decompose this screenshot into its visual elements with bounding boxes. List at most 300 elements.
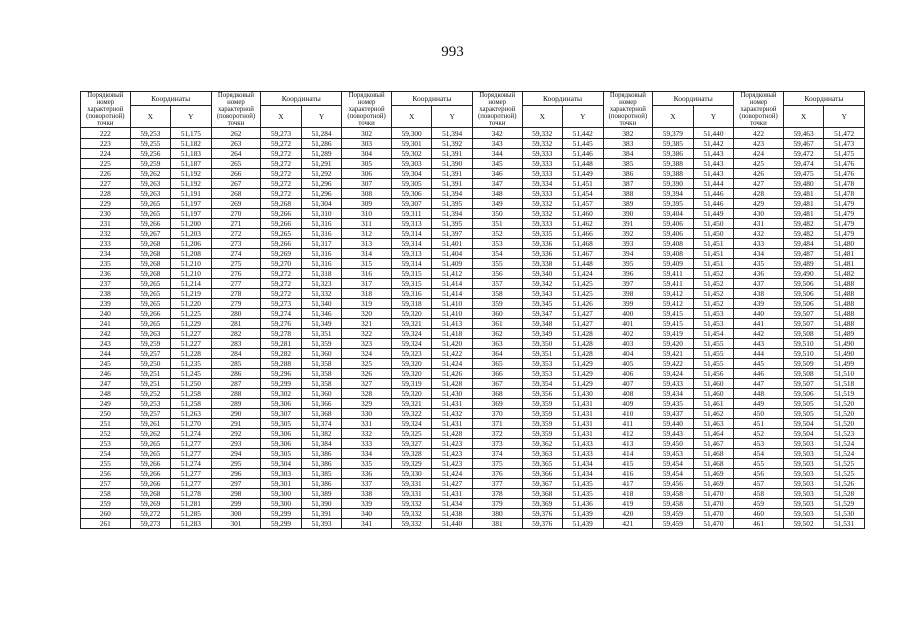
y-coordinate-cell: 51,480 bbox=[824, 239, 865, 249]
y-coordinate-cell: 51,430 bbox=[563, 389, 604, 399]
x-coordinate-cell: 59,302 bbox=[261, 389, 302, 399]
x-coordinate-cell: 59,272 bbox=[261, 179, 302, 189]
point-number-cell: 311 bbox=[342, 219, 392, 229]
point-number-cell: 444 bbox=[734, 349, 784, 359]
x-coordinate-cell: 59,433 bbox=[653, 379, 694, 389]
point-number-cell: 455 bbox=[734, 459, 784, 469]
point-number-cell: 321 bbox=[342, 319, 392, 329]
y-coordinate-cell: 51,424 bbox=[432, 359, 473, 369]
point-number-cell: 310 bbox=[342, 209, 392, 219]
y-coordinate-cell: 51,182 bbox=[171, 139, 212, 149]
x-coordinate-cell: 59,288 bbox=[261, 359, 302, 369]
x-coordinate-cell: 59,331 bbox=[391, 479, 432, 489]
coordinates-header: Координаты bbox=[130, 92, 211, 106]
y-coordinate-cell: 51,291 bbox=[301, 159, 342, 169]
y-coordinate-cell: 51,281 bbox=[171, 499, 212, 509]
x-coordinate-cell: 59,268 bbox=[130, 239, 171, 249]
y-header: Y bbox=[432, 106, 473, 128]
coordinates-header: Координаты bbox=[653, 92, 734, 106]
y-coordinate-cell: 51,431 bbox=[563, 429, 604, 439]
point-number-cell: 255 bbox=[81, 459, 131, 469]
point-number-cell: 309 bbox=[342, 199, 392, 209]
point-number-cell: 327 bbox=[342, 379, 392, 389]
x-coordinate-cell: 59,412 bbox=[653, 289, 694, 299]
x-coordinate-cell: 59,265 bbox=[130, 439, 171, 449]
x-coordinate-cell: 59,459 bbox=[653, 509, 694, 519]
x-coordinate-cell: 59,340 bbox=[522, 269, 563, 279]
point-number-cell: 316 bbox=[342, 269, 392, 279]
y-coordinate-cell: 51,227 bbox=[171, 329, 212, 339]
point-number-cell: 289 bbox=[211, 399, 261, 409]
x-coordinate-cell: 59,265 bbox=[130, 449, 171, 459]
y-coordinate-cell: 51,200 bbox=[171, 219, 212, 229]
x-coordinate-cell: 59,333 bbox=[522, 169, 563, 179]
point-number-cell: 442 bbox=[734, 329, 784, 339]
point-number-cell: 461 bbox=[734, 519, 784, 529]
y-coordinate-cell: 51,317 bbox=[301, 239, 342, 249]
point-number-cell: 238 bbox=[81, 289, 131, 299]
x-coordinate-cell: 59,419 bbox=[653, 329, 694, 339]
x-coordinate-cell: 59,259 bbox=[130, 339, 171, 349]
y-coordinate-cell: 51,440 bbox=[693, 128, 734, 139]
y-coordinate-cell: 51,431 bbox=[432, 489, 473, 499]
y-coordinate-cell: 51,285 bbox=[171, 509, 212, 519]
x-coordinate-cell: 59,265 bbox=[130, 209, 171, 219]
y-coordinate-cell: 51,446 bbox=[563, 149, 604, 159]
point-number-cell: 234 bbox=[81, 249, 131, 259]
point-number-cell: 307 bbox=[342, 179, 392, 189]
x-coordinate-cell: 59,263 bbox=[130, 179, 171, 189]
x-coordinate-cell: 59,256 bbox=[130, 149, 171, 159]
point-number-cell: 250 bbox=[81, 409, 131, 419]
x-coordinate-cell: 59,509 bbox=[783, 359, 824, 369]
x-coordinate-cell: 59,458 bbox=[653, 499, 694, 509]
point-number-cell: 437 bbox=[734, 279, 784, 289]
x-coordinate-cell: 59,321 bbox=[391, 399, 432, 409]
table-row bbox=[81, 399, 865, 409]
point-number-cell: 368 bbox=[472, 389, 522, 399]
y-coordinate-cell: 51,528 bbox=[824, 489, 865, 499]
point-number-cell: 378 bbox=[472, 489, 522, 499]
x-coordinate-cell: 59,268 bbox=[130, 269, 171, 279]
y-coordinate-cell: 51,526 bbox=[824, 479, 865, 489]
x-coordinate-cell: 59,406 bbox=[653, 219, 694, 229]
point-number-cell: 277 bbox=[211, 279, 261, 289]
x-coordinate-cell: 59,300 bbox=[261, 499, 302, 509]
x-coordinate-cell: 59,266 bbox=[130, 219, 171, 229]
point-number-cell: 388 bbox=[603, 189, 653, 199]
point-number-cell: 299 bbox=[211, 499, 261, 509]
point-number-cell: 276 bbox=[211, 269, 261, 279]
x-coordinate-cell: 59,265 bbox=[130, 319, 171, 329]
y-coordinate-cell: 51,520 bbox=[824, 409, 865, 419]
y-coordinate-cell: 51,385 bbox=[301, 469, 342, 479]
point-number-cell: 440 bbox=[734, 309, 784, 319]
x-coordinate-cell: 59,261 bbox=[130, 419, 171, 429]
x-coordinate-cell: 59,332 bbox=[391, 519, 432, 529]
table-row bbox=[81, 519, 865, 529]
point-number-cell: 447 bbox=[734, 379, 784, 389]
x-coordinate-cell: 59,335 bbox=[522, 229, 563, 239]
y-coordinate-cell: 51,453 bbox=[693, 309, 734, 319]
point-number-cell: 302 bbox=[342, 128, 392, 139]
y-coordinate-cell: 51,360 bbox=[301, 389, 342, 399]
point-number-cell: 303 bbox=[342, 139, 392, 149]
x-coordinate-cell: 59,487 bbox=[783, 249, 824, 259]
x-coordinate-cell: 59,489 bbox=[783, 259, 824, 269]
point-number-cell: 352 bbox=[472, 229, 522, 239]
x-coordinate-cell: 59,316 bbox=[391, 289, 432, 299]
point-number-cell: 402 bbox=[603, 329, 653, 339]
y-coordinate-cell: 51,274 bbox=[171, 459, 212, 469]
y-coordinate-cell: 51,277 bbox=[171, 479, 212, 489]
point-number-cell: 271 bbox=[211, 219, 261, 229]
y-coordinate-cell: 51,197 bbox=[171, 209, 212, 219]
y-coordinate-cell: 51,440 bbox=[432, 519, 473, 529]
x-coordinate-cell: 59,262 bbox=[130, 429, 171, 439]
point-number-cell: 375 bbox=[472, 459, 522, 469]
point-number-cell: 261 bbox=[81, 519, 131, 529]
table-row bbox=[81, 389, 865, 399]
y-coordinate-cell: 51,452 bbox=[693, 289, 734, 299]
y-header: Y bbox=[301, 106, 342, 128]
y-coordinate-cell: 51,332 bbox=[301, 289, 342, 299]
point-number-cell: 383 bbox=[603, 139, 653, 149]
y-coordinate-cell: 51,530 bbox=[824, 509, 865, 519]
x-coordinate-cell: 59,435 bbox=[653, 399, 694, 409]
x-coordinate-cell: 59,331 bbox=[391, 489, 432, 499]
point-number-cell: 423 bbox=[734, 139, 784, 149]
y-coordinate-cell: 51,475 bbox=[824, 149, 865, 159]
y-coordinate-cell: 51,208 bbox=[171, 249, 212, 259]
x-coordinate-cell: 59,475 bbox=[783, 169, 824, 179]
y-coordinate-cell: 51,454 bbox=[693, 329, 734, 339]
coordinates-header: Координаты bbox=[522, 92, 603, 106]
x-coordinate-cell: 59,251 bbox=[130, 379, 171, 389]
x-coordinate-cell: 59,454 bbox=[653, 469, 694, 479]
x-coordinate-cell: 59,376 bbox=[522, 509, 563, 519]
x-coordinate-cell: 59,503 bbox=[783, 499, 824, 509]
y-coordinate-cell: 51,435 bbox=[563, 489, 604, 499]
point-number-cell: 451 bbox=[734, 419, 784, 429]
point-number-cell: 357 bbox=[472, 279, 522, 289]
y-coordinate-cell: 51,490 bbox=[824, 339, 865, 349]
x-coordinate-cell: 59,367 bbox=[522, 479, 563, 489]
x-coordinate-cell: 59,304 bbox=[391, 169, 432, 179]
y-coordinate-cell: 51,479 bbox=[824, 199, 865, 209]
x-coordinate-cell: 59,252 bbox=[130, 389, 171, 399]
point-number-cell: 428 bbox=[734, 189, 784, 199]
x-coordinate-cell: 59,272 bbox=[130, 509, 171, 519]
point-number-cell: 228 bbox=[81, 189, 131, 199]
x-coordinate-cell: 59,505 bbox=[783, 409, 824, 419]
y-coordinate-cell: 51,446 bbox=[693, 199, 734, 209]
y-coordinate-cell: 51,426 bbox=[563, 299, 604, 309]
x-coordinate-cell: 59,481 bbox=[783, 209, 824, 219]
x-coordinate-cell: 59,434 bbox=[653, 389, 694, 399]
point-number-header: Порядковый номер характерной (поворотной) точки bbox=[342, 92, 392, 128]
point-number-cell: 279 bbox=[211, 299, 261, 309]
x-coordinate-cell: 59,321 bbox=[391, 319, 432, 329]
y-coordinate-cell: 51,277 bbox=[171, 449, 212, 459]
x-coordinate-cell: 59,273 bbox=[261, 128, 302, 139]
point-number-cell: 325 bbox=[342, 359, 392, 369]
point-number-cell: 239 bbox=[81, 299, 131, 309]
y-coordinate-cell: 51,384 bbox=[301, 439, 342, 449]
point-number-cell: 335 bbox=[342, 459, 392, 469]
x-coordinate-cell: 59,482 bbox=[783, 219, 824, 229]
y-coordinate-cell: 51,443 bbox=[693, 159, 734, 169]
point-number-cell: 345 bbox=[472, 159, 522, 169]
x-coordinate-cell: 59,268 bbox=[130, 259, 171, 269]
point-number-cell: 243 bbox=[81, 339, 131, 349]
point-number-cell: 427 bbox=[734, 179, 784, 189]
point-number-cell: 332 bbox=[342, 429, 392, 439]
x-coordinate-cell: 59,320 bbox=[391, 309, 432, 319]
y-coordinate-cell: 51,433 bbox=[563, 449, 604, 459]
y-coordinate-cell: 51,296 bbox=[301, 189, 342, 199]
y-coordinate-cell: 51,386 bbox=[301, 459, 342, 469]
x-coordinate-cell: 59,302 bbox=[391, 149, 432, 159]
y-coordinate-cell: 51,463 bbox=[693, 419, 734, 429]
point-number-cell: 413 bbox=[603, 439, 653, 449]
x-coordinate-cell: 59,362 bbox=[522, 439, 563, 449]
y-coordinate-cell: 51,488 bbox=[824, 309, 865, 319]
table-row bbox=[81, 429, 865, 439]
x-coordinate-cell: 59,388 bbox=[653, 159, 694, 169]
point-number-cell: 363 bbox=[472, 339, 522, 349]
x-coordinate-cell: 59,351 bbox=[522, 349, 563, 359]
y-coordinate-cell: 51,386 bbox=[301, 479, 342, 489]
table-row bbox=[81, 469, 865, 479]
y-coordinate-cell: 51,472 bbox=[824, 128, 865, 139]
point-number-cell: 248 bbox=[81, 389, 131, 399]
y-coordinate-cell: 51,250 bbox=[171, 379, 212, 389]
y-coordinate-cell: 51,245 bbox=[171, 369, 212, 379]
table-row bbox=[81, 349, 865, 359]
x-coordinate-cell: 59,268 bbox=[130, 249, 171, 259]
x-coordinate-cell: 59,266 bbox=[130, 479, 171, 489]
x-coordinate-cell: 59,324 bbox=[391, 339, 432, 349]
y-coordinate-cell: 51,461 bbox=[693, 399, 734, 409]
point-number-cell: 441 bbox=[734, 319, 784, 329]
y-coordinate-cell: 51,229 bbox=[171, 319, 212, 329]
point-number-cell: 246 bbox=[81, 369, 131, 379]
x-coordinate-cell: 59,363 bbox=[522, 449, 563, 459]
x-coordinate-cell: 59,336 bbox=[522, 249, 563, 259]
x-coordinate-cell: 59,324 bbox=[391, 329, 432, 339]
point-number-cell: 304 bbox=[342, 149, 392, 159]
point-number-cell: 391 bbox=[603, 219, 653, 229]
x-coordinate-cell: 59,315 bbox=[391, 269, 432, 279]
x-coordinate-cell: 59,253 bbox=[130, 399, 171, 409]
y-coordinate-cell: 51,431 bbox=[563, 399, 604, 409]
point-number-cell: 314 bbox=[342, 249, 392, 259]
table-row bbox=[81, 279, 865, 289]
y-coordinate-cell: 51,464 bbox=[693, 429, 734, 439]
x-coordinate-cell: 59,481 bbox=[783, 189, 824, 199]
y-coordinate-cell: 51,192 bbox=[171, 169, 212, 179]
y-coordinate-cell: 51,374 bbox=[301, 419, 342, 429]
x-coordinate-cell: 59,323 bbox=[391, 349, 432, 359]
x-coordinate-cell: 59,406 bbox=[653, 229, 694, 239]
x-coordinate-cell: 59,343 bbox=[522, 289, 563, 299]
x-coordinate-cell: 59,484 bbox=[783, 239, 824, 249]
x-coordinate-cell: 59,467 bbox=[783, 139, 824, 149]
point-number-cell: 227 bbox=[81, 179, 131, 189]
x-header: X bbox=[261, 106, 302, 128]
x-header: X bbox=[391, 106, 432, 128]
y-coordinate-cell: 51,286 bbox=[301, 139, 342, 149]
point-number-cell: 431 bbox=[734, 219, 784, 229]
y-coordinate-cell: 51,457 bbox=[563, 199, 604, 209]
x-coordinate-cell: 59,368 bbox=[522, 489, 563, 499]
y-coordinate-cell: 51,476 bbox=[824, 169, 865, 179]
x-coordinate-cell: 59,481 bbox=[783, 199, 824, 209]
y-coordinate-cell: 51,531 bbox=[824, 519, 865, 529]
y-coordinate-cell: 51,228 bbox=[171, 349, 212, 359]
y-coordinate-cell: 51,397 bbox=[432, 229, 473, 239]
x-coordinate-cell: 59,268 bbox=[130, 489, 171, 499]
y-coordinate-cell: 51,456 bbox=[693, 369, 734, 379]
point-number-cell: 396 bbox=[603, 269, 653, 279]
x-coordinate-cell: 59,333 bbox=[522, 189, 563, 199]
y-coordinate-cell: 51,481 bbox=[824, 249, 865, 259]
x-coordinate-cell: 59,324 bbox=[391, 419, 432, 429]
y-coordinate-cell: 51,214 bbox=[171, 279, 212, 289]
x-coordinate-cell: 59,359 bbox=[522, 429, 563, 439]
y-coordinate-cell: 51,391 bbox=[432, 169, 473, 179]
x-coordinate-cell: 59,265 bbox=[130, 279, 171, 289]
point-number-cell: 334 bbox=[342, 449, 392, 459]
point-number-cell: 360 bbox=[472, 309, 522, 319]
point-number-cell: 249 bbox=[81, 399, 131, 409]
x-coordinate-cell: 59,272 bbox=[261, 269, 302, 279]
table-row bbox=[81, 219, 865, 229]
y-coordinate-cell: 51,451 bbox=[693, 239, 734, 249]
y-coordinate-cell: 51,210 bbox=[171, 269, 212, 279]
x-coordinate-cell: 59,510 bbox=[783, 339, 824, 349]
y-coordinate-cell: 51,525 bbox=[824, 459, 865, 469]
y-coordinate-cell: 51,478 bbox=[824, 179, 865, 189]
y-coordinate-cell: 51,382 bbox=[301, 429, 342, 439]
y-coordinate-cell: 51,394 bbox=[432, 209, 473, 219]
y-coordinate-cell: 51,442 bbox=[693, 139, 734, 149]
point-number-cell: 411 bbox=[603, 419, 653, 429]
point-number-cell: 347 bbox=[472, 179, 522, 189]
point-number-cell: 414 bbox=[603, 449, 653, 459]
table-row bbox=[81, 179, 865, 189]
point-number-cell: 236 bbox=[81, 269, 131, 279]
y-coordinate-cell: 51,424 bbox=[432, 469, 473, 479]
x-coordinate-cell: 59,463 bbox=[783, 128, 824, 139]
point-number-cell: 231 bbox=[81, 219, 131, 229]
point-number-cell: 387 bbox=[603, 179, 653, 189]
y-coordinate-cell: 51,524 bbox=[824, 439, 865, 449]
table-row bbox=[81, 459, 865, 469]
y-coordinate-cell: 51,360 bbox=[301, 349, 342, 359]
y-coordinate-cell: 51,391 bbox=[301, 509, 342, 519]
coordinates-header: Координаты bbox=[261, 92, 342, 106]
point-number-cell: 268 bbox=[211, 189, 261, 199]
y-coordinate-cell: 51,469 bbox=[693, 479, 734, 489]
point-number-cell: 362 bbox=[472, 329, 522, 339]
y-coordinate-cell: 51,469 bbox=[693, 469, 734, 479]
point-number-cell: 287 bbox=[211, 379, 261, 389]
point-number-cell: 300 bbox=[211, 509, 261, 519]
y-coordinate-cell: 51,462 bbox=[563, 219, 604, 229]
x-coordinate-cell: 59,262 bbox=[130, 169, 171, 179]
x-coordinate-cell: 59,379 bbox=[653, 128, 694, 139]
x-coordinate-cell: 59,506 bbox=[783, 279, 824, 289]
x-header: X bbox=[783, 106, 824, 128]
y-coordinate-cell: 51,187 bbox=[171, 159, 212, 169]
point-number-cell: 251 bbox=[81, 419, 131, 429]
y-coordinate-cell: 51,431 bbox=[432, 399, 473, 409]
x-coordinate-cell: 59,386 bbox=[653, 149, 694, 159]
y-coordinate-cell: 51,428 bbox=[432, 429, 473, 439]
x-coordinate-cell: 59,338 bbox=[522, 259, 563, 269]
y-coordinate-cell: 51,523 bbox=[824, 429, 865, 439]
y-coordinate-cell: 51,482 bbox=[824, 269, 865, 279]
point-number-cell: 371 bbox=[472, 419, 522, 429]
table-row bbox=[81, 309, 865, 319]
point-number-cell: 429 bbox=[734, 199, 784, 209]
point-number-cell: 445 bbox=[734, 359, 784, 369]
x-header: X bbox=[522, 106, 563, 128]
y-coordinate-cell: 51,444 bbox=[693, 179, 734, 189]
x-coordinate-cell: 59,265 bbox=[130, 199, 171, 209]
point-number-cell: 353 bbox=[472, 239, 522, 249]
y-coordinate-cell: 51,488 bbox=[824, 299, 865, 309]
point-number-cell: 296 bbox=[211, 469, 261, 479]
x-coordinate-cell: 59,250 bbox=[130, 359, 171, 369]
x-coordinate-cell: 59,359 bbox=[522, 399, 563, 409]
table-row bbox=[81, 249, 865, 259]
point-number-cell: 329 bbox=[342, 399, 392, 409]
x-coordinate-cell: 59,303 bbox=[261, 469, 302, 479]
y-coordinate-cell: 51,191 bbox=[171, 189, 212, 199]
point-number-cell: 456 bbox=[734, 469, 784, 479]
x-coordinate-cell: 59,266 bbox=[261, 209, 302, 219]
x-coordinate-cell: 59,266 bbox=[261, 219, 302, 229]
y-coordinate-cell: 51,451 bbox=[693, 249, 734, 259]
x-coordinate-cell: 59,332 bbox=[391, 509, 432, 519]
y-coordinate-cell: 51,391 bbox=[432, 149, 473, 159]
x-coordinate-cell: 59,301 bbox=[261, 479, 302, 489]
point-number-cell: 223 bbox=[81, 139, 131, 149]
table-row bbox=[81, 489, 865, 499]
x-coordinate-cell: 59,506 bbox=[783, 389, 824, 399]
x-coordinate-cell: 59,266 bbox=[130, 469, 171, 479]
y-coordinate-cell: 51,429 bbox=[563, 359, 604, 369]
point-number-cell: 288 bbox=[211, 389, 261, 399]
coordinates-header: Координаты bbox=[391, 92, 472, 106]
point-number-cell: 273 bbox=[211, 239, 261, 249]
point-number-cell: 355 bbox=[472, 259, 522, 269]
x-coordinate-cell: 59,437 bbox=[653, 409, 694, 419]
y-coordinate-cell: 51,428 bbox=[563, 329, 604, 339]
y-coordinate-cell: 51,389 bbox=[301, 489, 342, 499]
y-coordinate-cell: 51,434 bbox=[563, 459, 604, 469]
y-coordinate-cell: 51,520 bbox=[824, 419, 865, 429]
x-coordinate-cell: 59,394 bbox=[653, 189, 694, 199]
point-number-cell: 365 bbox=[472, 359, 522, 369]
y-coordinate-cell: 51,443 bbox=[693, 149, 734, 159]
y-coordinate-cell: 51,304 bbox=[301, 199, 342, 209]
x-coordinate-cell: 59,453 bbox=[653, 449, 694, 459]
point-number-cell: 359 bbox=[472, 299, 522, 309]
